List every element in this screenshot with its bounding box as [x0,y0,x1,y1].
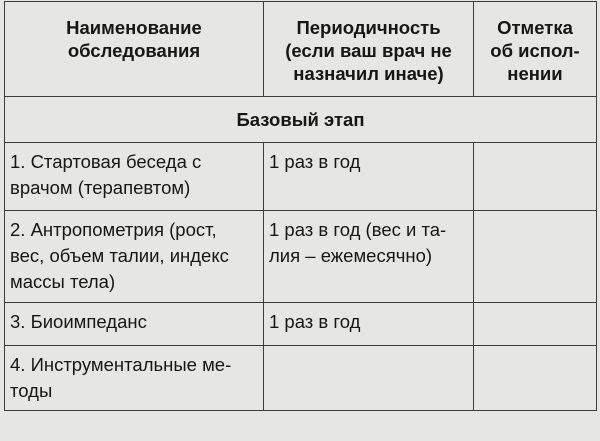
table-header-row [5,2,597,97]
cell-frequency [264,346,474,411]
cell-completion-mark[interactable] [474,303,597,346]
table-row [5,303,597,346]
header-examination-name: Наименование обследования [5,2,264,97]
examination-schedule-table [4,1,597,411]
table-row [5,346,597,411]
section-row [5,97,597,143]
cell-frequency: 1 раз в год (вес и та- лия – ежемесячно) [264,211,474,303]
header-completion-mark: Отметка об испол- нении [474,2,597,97]
cell-examination-name: 2. Антропометрия (рост, вес, объем талии, индекс массы тела) [5,211,264,303]
section-title: Базовый этап [5,97,597,143]
cell-completion-mark[interactable] [474,346,597,411]
cell-frequency: 1 раз в год [264,143,474,211]
cell-examination-name: 1. Стартовая беседа с врачом (терапевтом) [5,143,264,211]
cell-frequency: 1 раз в год [264,303,474,346]
cell-completion-mark[interactable] [474,211,597,303]
table-row [5,143,597,211]
cell-examination-name: 4. Инструментальные ме- тоды [5,346,264,411]
table-row [5,211,597,303]
header-frequency: Периодичность (если ваш врач не назначил иначе) [264,2,474,97]
cell-completion-mark[interactable] [474,143,597,211]
cell-examination-name: 3. Биоимпеданс [5,303,264,346]
